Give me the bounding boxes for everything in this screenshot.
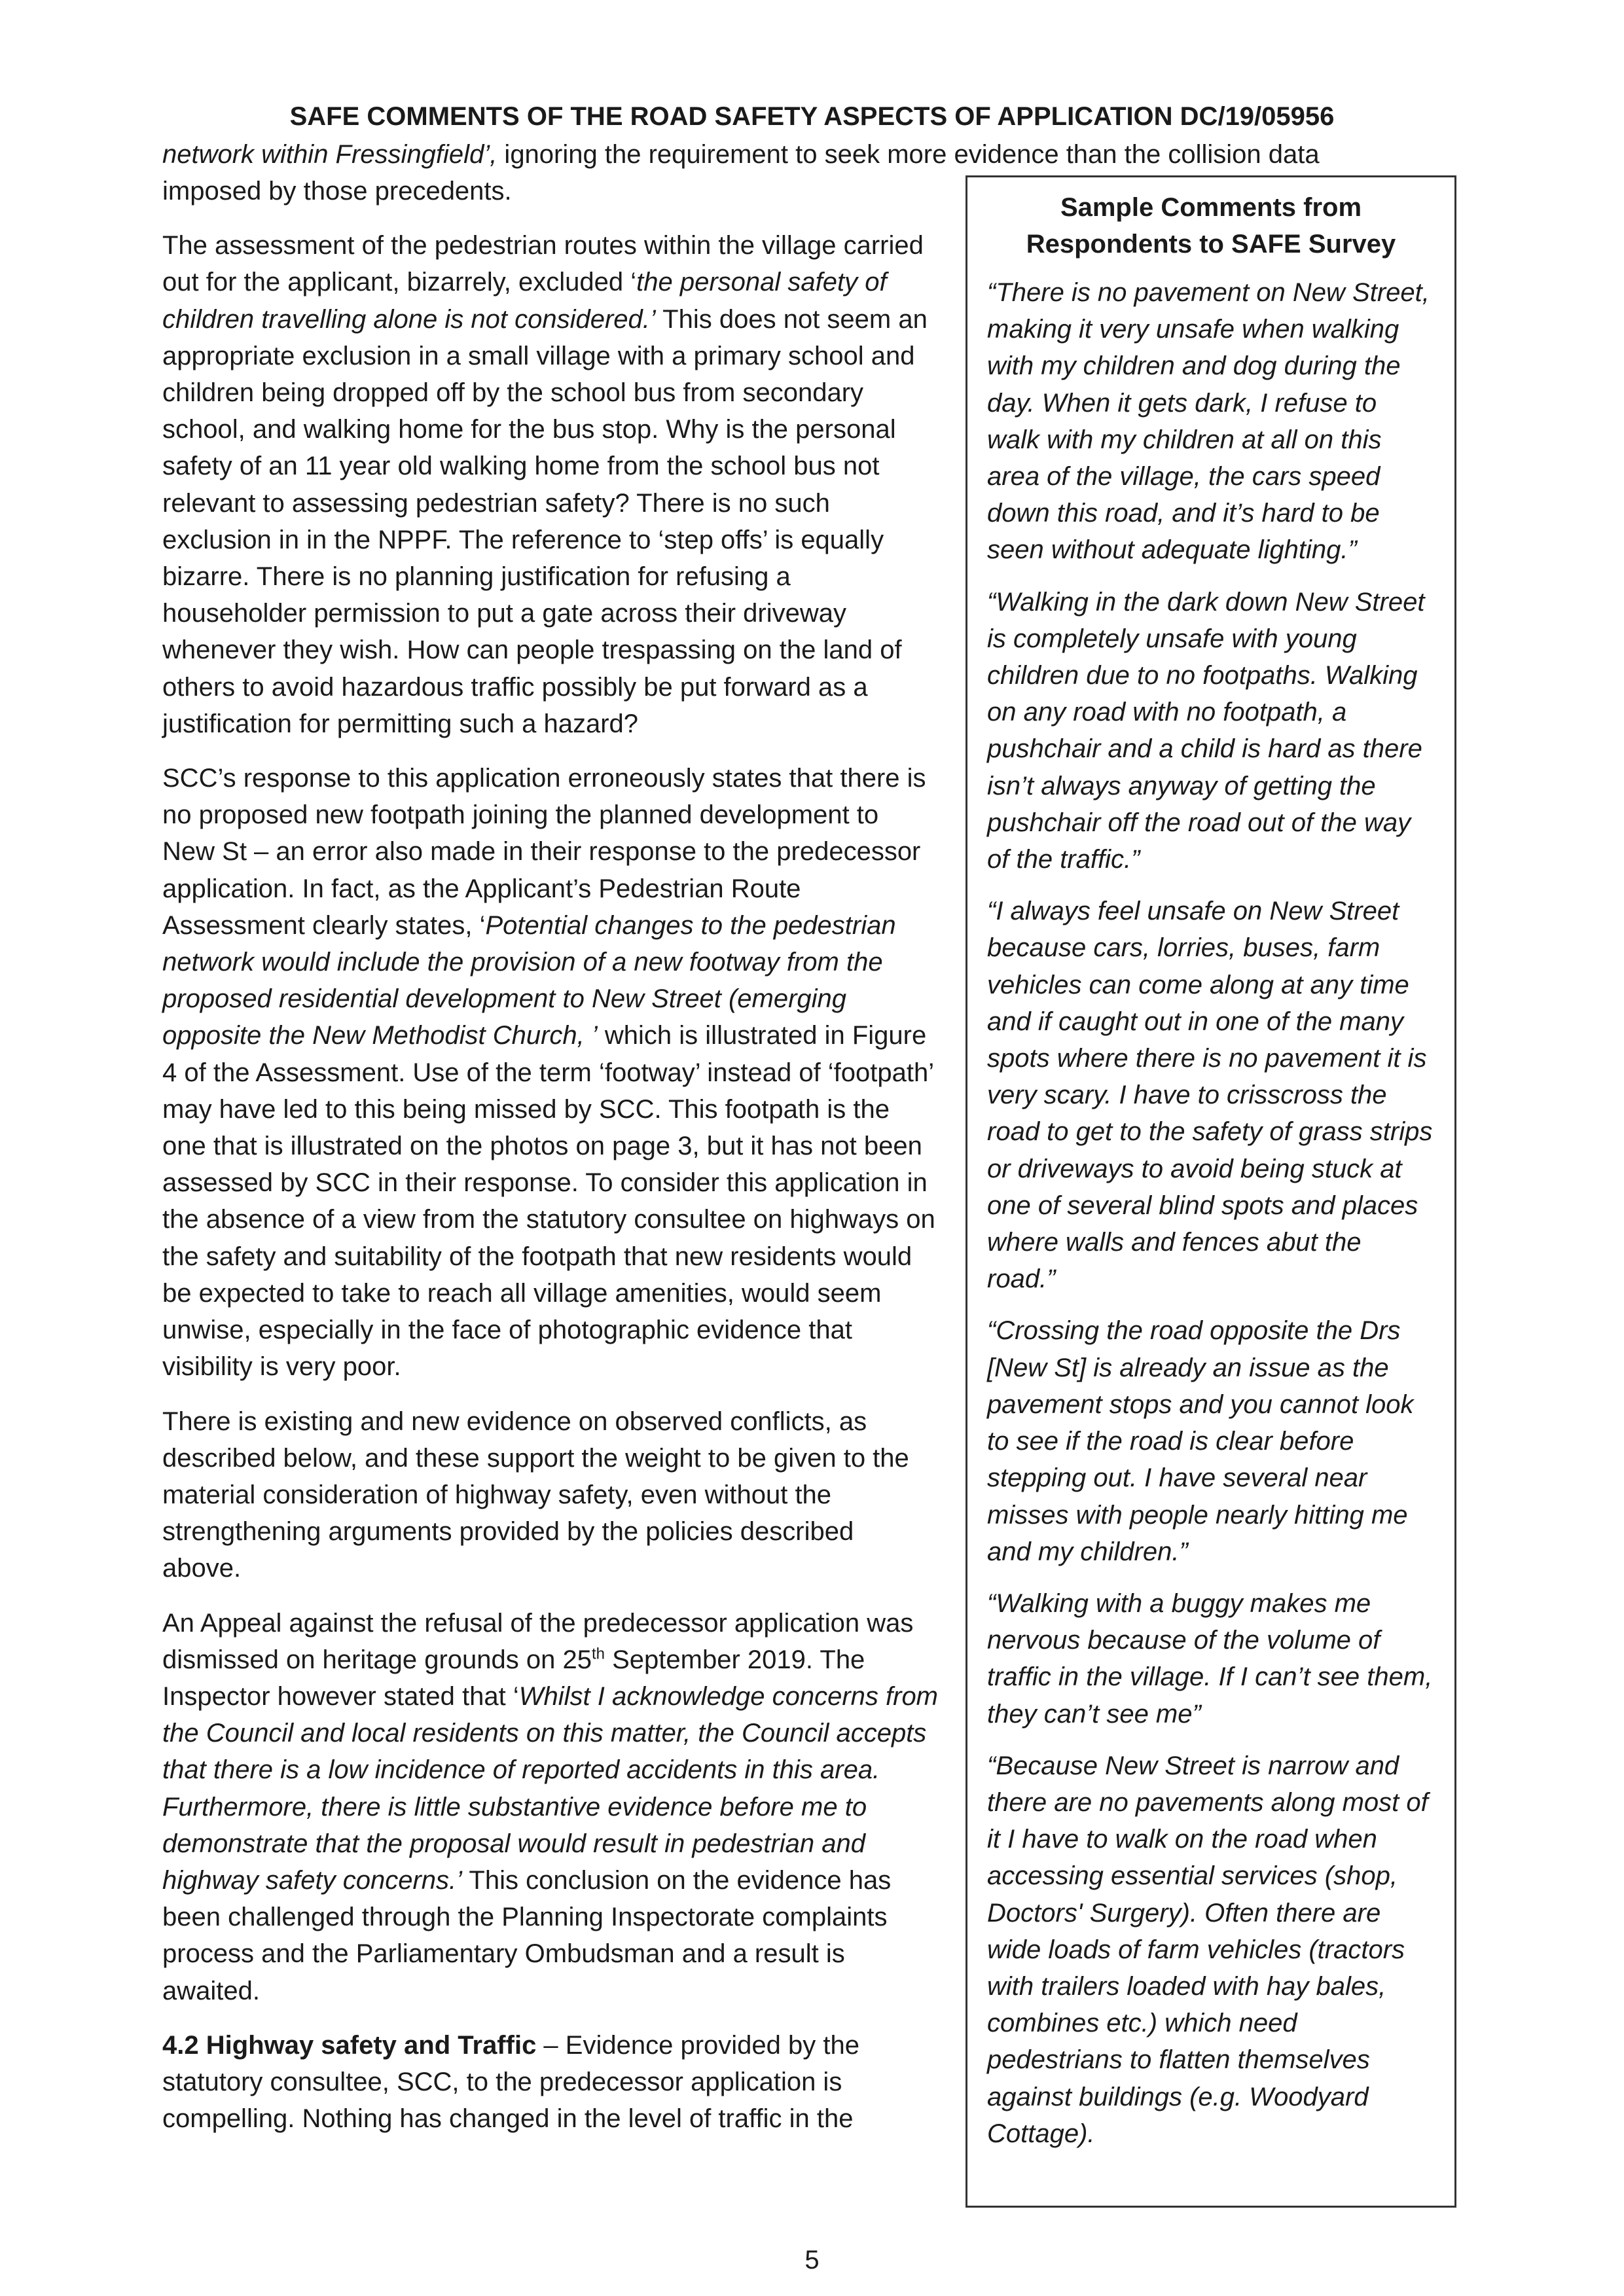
text-span: The assessment of the pedestrian routes within the village carried out for the applicant, bizarrely, excluded ‘ <box>162 231 924 297</box>
italic-quote: the personal safety of children travelling alone is not considered.’ <box>162 268 887 334</box>
page-number: 5 <box>804 2246 820 2274</box>
paragraph-pedestrian-routes <box>162 227 938 742</box>
text-span: – Evidence provided by the statutory consultee, SCC, to the predecessor application is compelling. Nothing has changed in the level of traffic in the <box>162 2030 859 2134</box>
survey-quote: “Because New Street is narrow and there are no pavements along most of it I have to walk on the road when accessing essential services (shop, Doctors' Surgery). Often there are wide loads of farm vehicles (tractors with trailers loaded with hay bales, combines etc.) which need pedestrians to flatten themselves against buildings (e.g. Woodyard Cottage). <box>987 1751 1428 2148</box>
paragraph-appeal <box>162 1605 938 2009</box>
continuation-italic: network within Fressingfield’, <box>162 140 497 169</box>
survey-title-line: Sample Comments from <box>1060 193 1362 222</box>
italic-quote: Whilst I acknowledge concerns from the Council and local residents on this matter, the Council accepts that there is a low incidence of reported accidents in this area. Furthermore, there is little substantive evidence before me to demonstrate that the proposal would result in pedestrian and highway safety concerns.’ <box>162 1681 939 1895</box>
continuation-text: ignoring the requirement to seek more evidence than the collision data <box>497 140 1320 169</box>
survey-box-title <box>987 189 1435 262</box>
survey-comments-box <box>965 175 1456 2208</box>
text-span: This conclusion on the evidence has been challenged through the Planning Inspectorate complaints process and the Parliamentary Ombudsman and a result is awaited. <box>162 1865 892 2005</box>
text-span: An Appeal against the refusal of the predecessor application was dismissed on heritage grounds on 25 <box>162 1608 914 1674</box>
superscript: th <box>591 1645 605 1663</box>
section-heading: 4.2 Highway safety and Traffic <box>162 2030 537 2060</box>
italic-quote: Potential changes to the pedestrian network would include the provision of a new footway from the proposed residential development to New Street (emerging opposite the New Methodist Church, ’ <box>162 910 896 1050</box>
text-span: This does not seem an appropriate exclusion in a small village with a primary school and children being dropped off by the school bus from secondary school, and walking home for the bus stop. Why is the personal safety of an 11 year old walking home from the school bus not relevant to assessing pedestrian safety? There is no such exclusion in in the NPPF. The reference to ‘step offs’ is equally bizarre. There is no planning justification for refusing a householder permission to put a gate across their driveway whenever they wish. How can people trespassing on the land of others to avoid hazardous traffic possibly be put forward as a justification for permitting such a hazard? <box>162 304 928 738</box>
document-header: SAFE COMMENTS OF THE ROAD SAFETY ASPECTS OF APPLICATION DC/19/05956 <box>289 102 1335 131</box>
survey-quote: “There is no pavement on New Street, making it very unsafe when walking with my children and dog during the day. When it gets dark, I refuse to walk with my children at all on this area of the village, the cars speed down this road, and it’s hard to be seen without adequate lighting.” <box>987 278 1430 565</box>
continuation-line <box>162 136 1465 173</box>
survey-title-line: Respondents to SAFE Survey <box>1026 230 1396 259</box>
survey-quote: “Walking in the dark down New Street is completely unsafe with young children due to no footpaths. Walking on any road with no footpath, a pushchair and a child is hard as there isn’t always anyway of getting the pushchair off the road out of the way of the traffic.” <box>987 587 1425 874</box>
survey-quote: “Walking with a buggy makes me nervous because of the volume of traffic in the village. If I can’t see them, they can’t see me” <box>987 1588 1433 1729</box>
text-span: September 2019. The Inspector however stated that ‘ <box>162 1645 865 1711</box>
survey-quote: “Crossing the road opposite the Drs [New St] is already an issue as the pavement stops and you cannot look to see if the road is clear before stepping out. I have several near misses with people nearly hitting me and my children.” <box>987 1316 1414 1566</box>
survey-quote: “I always feel unsafe on New Street because cars, lorries, buses, farm vehicles can come along at any time and if caught out in one of the many spots where there is no pavement it is very scary. I have to crisscross the road to get to the safety of grass strips or driveways to avoid being stuck at one of several blind spots and places where walls and fences abut the road.” <box>987 897 1433 1294</box>
paragraph-highway-safety <box>162 2027 938 2138</box>
paragraph-precedents: imposed by those precedents. <box>162 177 512 206</box>
text-span: which is illustrated in Figure 4 of the Assessment. Use of the term ‘footway’ instead of ‘footpath’ may have led to this being missed by SCC. This footpath is the one that is illustrated on the photos on page 3, but it has not been assessed by SCC in their response. To consider this application in the absence of a view from the statutory consultee on highways on the safety and suitability of the footpath that new residents would be expected to take to reach all village amenities, would seem unwise, especially in the face of photographic evidence that visibility is very poor. <box>162 1021 935 1382</box>
paragraph-evidence: There is existing and new evidence on observed conflicts, as described below, and these support the weight to be given to the material consideration of highway safety, even without the strengthening arguments provided by the policies described above. <box>162 1407 909 1583</box>
text-span: SCC’s response to this application erroneously states that there is no proposed new footpath joining the planned development to New St – an error also made in their response to the predecessor application. In fact, as the Applicant’s Pedestrian Route Assessment clearly states, ‘ <box>162 764 926 940</box>
main-column <box>162 173 938 2137</box>
paragraph-scc-response <box>162 760 938 1385</box>
